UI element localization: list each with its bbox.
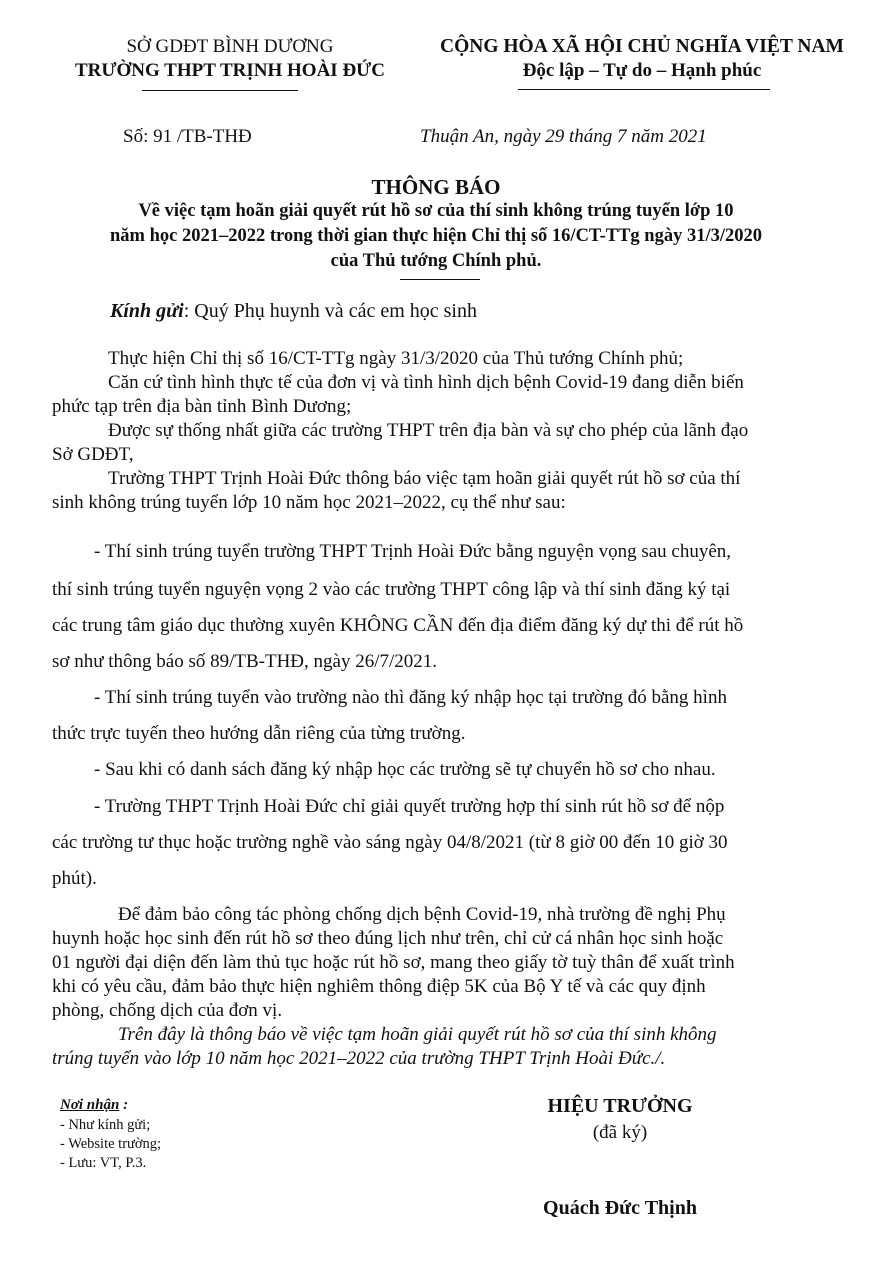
recipient-item: - Website trường; [60,1136,162,1152]
intro-line-4b: sinh không trúng tuyển lớp 10 năm học 2021–2022, cụ thể như sau: [52,492,566,513]
recipients-colon: : [119,1097,129,1113]
intro-line-1: Thực hiện Chỉ thị số 16/CT-TTg ngày 31/3/2020 của Thủ tướng Chính phủ; [108,348,684,369]
closing-line-1: Để đảm bảo công tác phòng chống dịch bệnh Covid-19, nhà trường đề nghị Phụ [118,904,726,925]
signer-name: Quách Đức Thịnh [543,1197,697,1219]
subject-line-1: Về việc tạm hoãn giải quyết rút hồ sơ của thí sinh không trúng tuyển lớp 10 [138,201,734,221]
greeting-label: Kính gửi [110,300,184,322]
item-1-line-4: sơ như thông báo số 89/TB-THĐ, ngày 26/7/2021. [52,651,438,672]
subject-underline [400,279,480,280]
recipient-item: - Như kính gửi; [60,1117,151,1133]
recipients-label: Nơi nhận [60,1097,120,1113]
nation-motto: Độc lập – Tự do – Hạnh phúc [522,60,762,81]
item-2-line-1: - Thí sinh trúng tuyển vào trường nào thì đăng ký nhập học tại trường đó bằng hình [94,687,727,708]
signer-position: HIỆU TRƯỞNG [547,1095,693,1117]
item-4-line-3: phút). [52,868,97,889]
summary-line-2: trúng tuyển vào lớp 10 năm học 2021–2022 của trường THPT Trịnh Hoài Đức./. [52,1048,666,1069]
intro-line-3a: Được sự thống nhất giữa các trường THPT trên địa bàn và sự cho phép của lãnh đạo [108,420,749,441]
org-parent: SỞ GDĐT BÌNH DƯƠNG [126,36,334,57]
closing-line-5: phòng, chống dịch của đơn vị. [52,1000,283,1021]
intro-line-3b: Sở GDĐT, [52,444,134,465]
signed-status: (đã ký) [592,1122,648,1143]
closing-line-4: khi có yêu cầu, đảm bảo thực hiện nghiêm thông điệp 5K của Bộ Y tế và các quy định [52,976,706,997]
subject-line-3: của Thủ tướng Chính phủ. [330,251,542,271]
item-2-line-2: thức trực tuyến theo hướng dẫn riêng của từng trường. [52,723,466,744]
intro-line-2b: phức tạp trên địa bàn tỉnh Bình Dương; [52,396,352,417]
closing-line-3: 01 người đại diện đến làm thủ tục hoặc rút hồ sơ, mang theo giấy tờ tuỳ thân để xuất trình [52,952,735,973]
intro-line-4a: Trường THPT Trịnh Hoài Đức thông báo việc tạm hoãn giải quyết rút hồ sơ của thí [108,468,741,489]
place-date: Thuận An, ngày 29 tháng 7 năm 2021 [420,126,707,147]
motto-underline [518,89,770,90]
document-number: Số: 91 /TB-THĐ [123,126,252,147]
recipient-item: - Lưu: VT, P.3. [60,1155,147,1171]
item-1-line-2: thí sinh trúng tuyển nguyện vọng 2 vào các trường THPT công lập và thí sinh đăng ký tại [52,579,731,600]
intro-line-2a: Căn cứ tình hình thực tế của đơn vị và tình hình dịch bệnh Covid-19 đang diễn biến [108,372,744,393]
greeting-text: : Quý Phụ huynh và các em học sinh [183,300,477,322]
closing-line-2: huynh hoặc học sinh đến rút hồ sơ theo đúng lịch như trên, chỉ cử cá nhân học sinh hoặc [52,928,724,949]
item-3-line-1: - Sau khi có danh sách đăng ký nhập học các trường sẽ tự chuyển hồ sơ cho nhau. [94,759,716,780]
item-4-line-1: - Trường THPT Trịnh Hoài Đức chỉ giải quyết trường hợp thí sinh rút hồ sơ để nộp [94,796,725,817]
greeting [110,300,477,323]
org-underline [142,90,298,91]
document-title: THÔNG BÁO [371,175,501,199]
org-school: TRƯỜNG THPT TRỊNH HOÀI ĐỨC [74,60,386,81]
item-1-line-1: - Thí sinh trúng tuyển trường THPT Trịnh Hoài Đức bằng nguyện vọng sau chuyên, [94,541,732,562]
subject-line-2: năm học 2021–2022 trong thời gian thực hiện Chỉ thị số 16/CT-TTg ngày 31/3/2020 [110,226,762,246]
summary-line-1: Trên đây là thông báo về việc tạm hoãn giải quyết rút hồ sơ của thí sinh không [118,1024,717,1045]
nation-title: CỘNG HÒA XÃ HỘI CHỦ NGHĨA VIỆT NAM [440,36,844,57]
item-1-line-3: các trung tâm giáo dục thường xuyên KHÔNG CẦN đến địa điểm đăng ký dự thi để rút hồ [52,615,744,636]
recipients-heading [60,1097,128,1114]
item-4-line-2: các trường tư thục hoặc trường nghề vào sáng ngày 04/8/2021 (từ 8 giờ 00 đến 10 giờ 30 [52,832,728,853]
